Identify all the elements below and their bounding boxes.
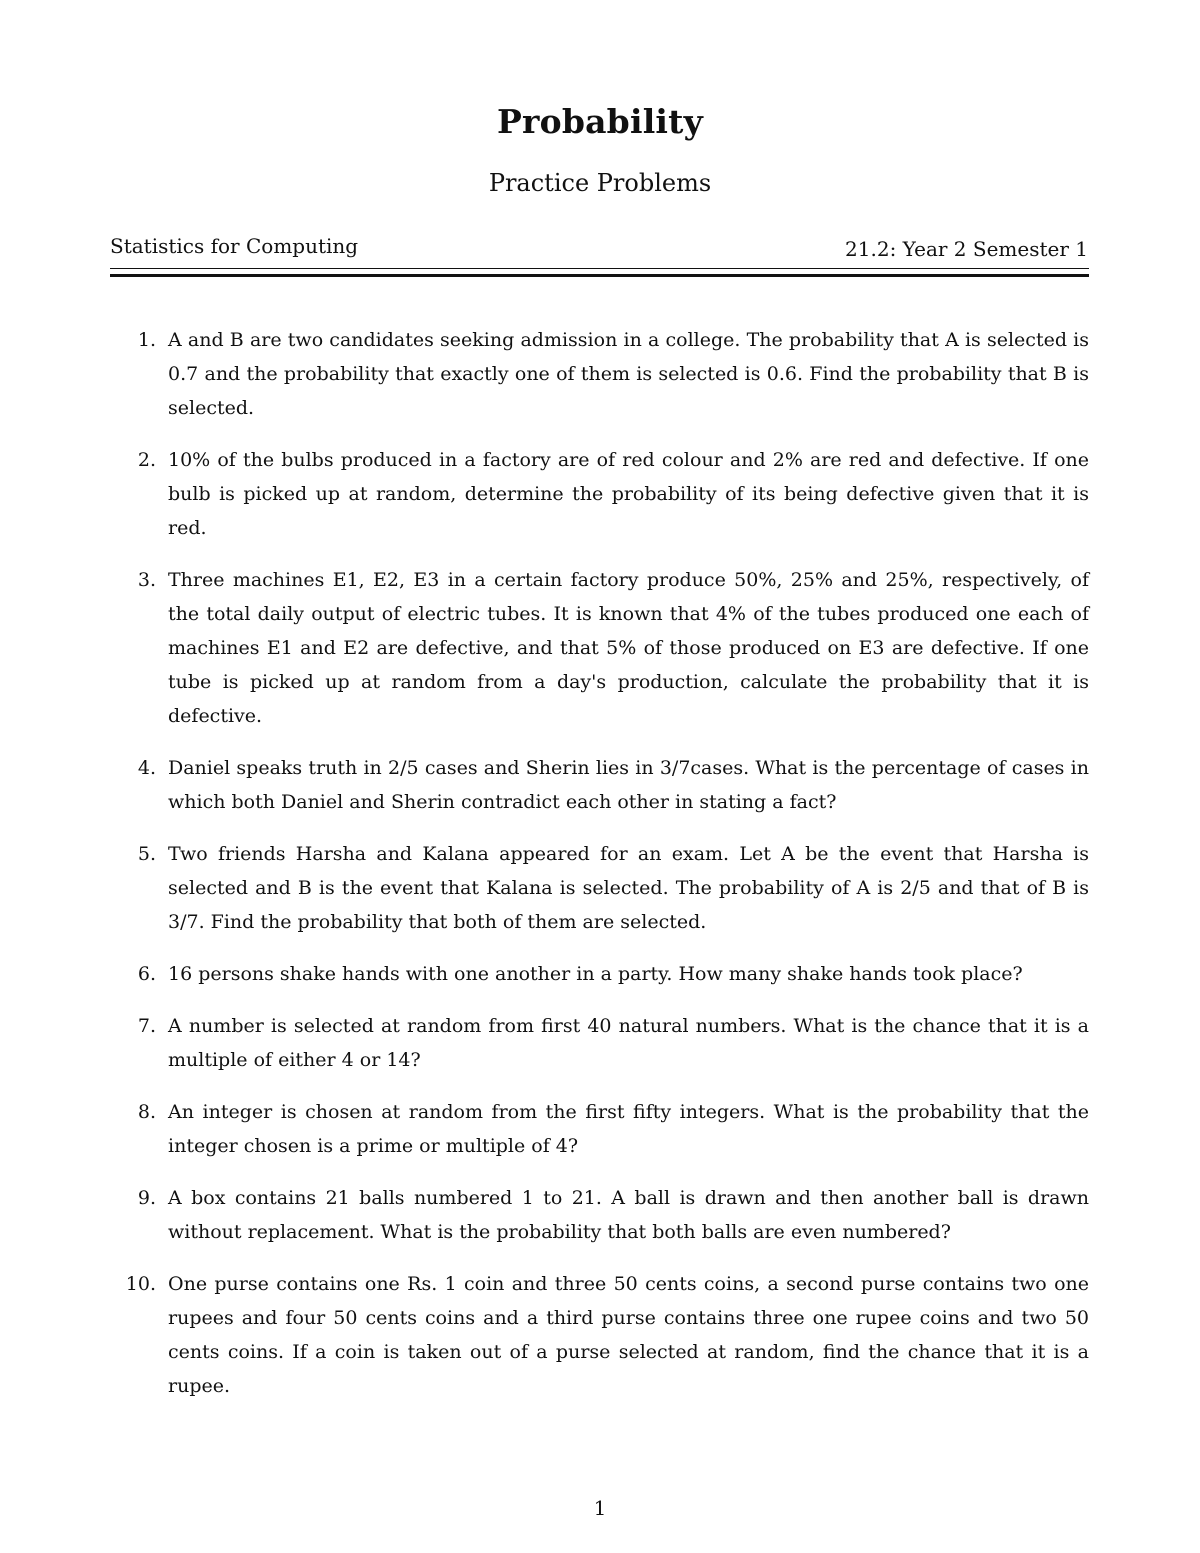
term-label: 21.2: Year 2 Semester 1 (845, 237, 1088, 261)
problem-item (110, 443, 1089, 545)
problem-text: A and B are two candidates seeking admission in a college. The probability that A is selected is 0.7 and the probability that exactly one of them is selected is 0.6. Find the probability that B is selected. (168, 329, 1089, 419)
page-title: Probability (497, 102, 703, 141)
course-name: Statistics for Computing (110, 234, 359, 258)
problem-number: 8. (137, 1101, 156, 1123)
problem-number: 4. (137, 757, 156, 779)
problem-number: 9. (137, 1187, 156, 1209)
page-subtitle: Practice Problems (488, 169, 712, 197)
problem-item (110, 323, 1089, 425)
problem-item (110, 1267, 1089, 1403)
problem-number: 7. (137, 1015, 156, 1037)
problem-text: 10% of the bulbs produced in a factory are of red colour and 2% are red and defective. If one bulb is picked up at random, determine the probability of its being defective given that it is red. (168, 449, 1089, 539)
problem-text: 16 persons shake hands with one another in a party. How many shake hands took place? (168, 963, 1023, 985)
header-rule-thick (110, 274, 1089, 277)
problem-text: Daniel speaks truth in 2/5 cases and Sherin lies in 3/7cases. What is the percentage of cases in which both Daniel and Sherin contradict each other in stating a fact? (168, 757, 1089, 813)
problem-item (110, 1009, 1089, 1077)
problem-number: 10. (125, 1273, 156, 1295)
problem-item (110, 1181, 1089, 1249)
problem-text: One purse contains one Rs. 1 coin and three 50 cents coins, a second purse contains two one rupees and four 50 cents coins and a third purse contains three one rupee coins and two 50 cents coins. If a coin is taken out of a purse selected at random, find the chance that it is a rupee. (168, 1273, 1089, 1397)
problem-number: 5. (137, 843, 156, 865)
problem-item (110, 751, 1089, 819)
problem-item (110, 837, 1089, 939)
problem-text: An integer is chosen at random from the first fifty integers. What is the probability that the integer chosen is a prime or multiple of 4? (168, 1101, 1089, 1157)
problem-number: 6. (137, 963, 156, 985)
header-rule-thin (110, 268, 1089, 269)
page-number: 1 (593, 1496, 607, 1520)
problem-number: 3. (137, 569, 156, 591)
problem-text: A box contains 21 balls numbered 1 to 21. A ball is drawn and then another ball is drawn without replacement. What is the probability that both balls are even numbered? (168, 1187, 1089, 1243)
problem-text: Three machines E1, E2, E3 in a certain factory produce 50%, 25% and 25%, respectively, of the total daily output of electric tubes. It is known that 4% of the tubes produced one each of machines E1 and E2 are defective, and that 5% of those produced on E3 are defective. If one tube is picked up at random from a day's production, calculate the probability that it is defective. (168, 569, 1089, 727)
problem-item (110, 563, 1089, 733)
problem-list (110, 323, 1089, 1421)
problem-text: A number is selected at random from first 40 natural numbers. What is the chance that it is a multiple of either 4 or 14? (168, 1015, 1089, 1071)
problem-item (110, 1095, 1089, 1163)
problem-number: 1. (137, 329, 156, 351)
problem-text: Two friends Harsha and Kalana appeared for an exam. Let A be the event that Harsha is selected and B is the event that Kalana is selected. The probability of A is 2/5 and that of B is 3/7. Find the probability that both of them are selected. (168, 843, 1089, 933)
problem-number: 2. (137, 449, 156, 471)
problem-item (110, 957, 1089, 991)
